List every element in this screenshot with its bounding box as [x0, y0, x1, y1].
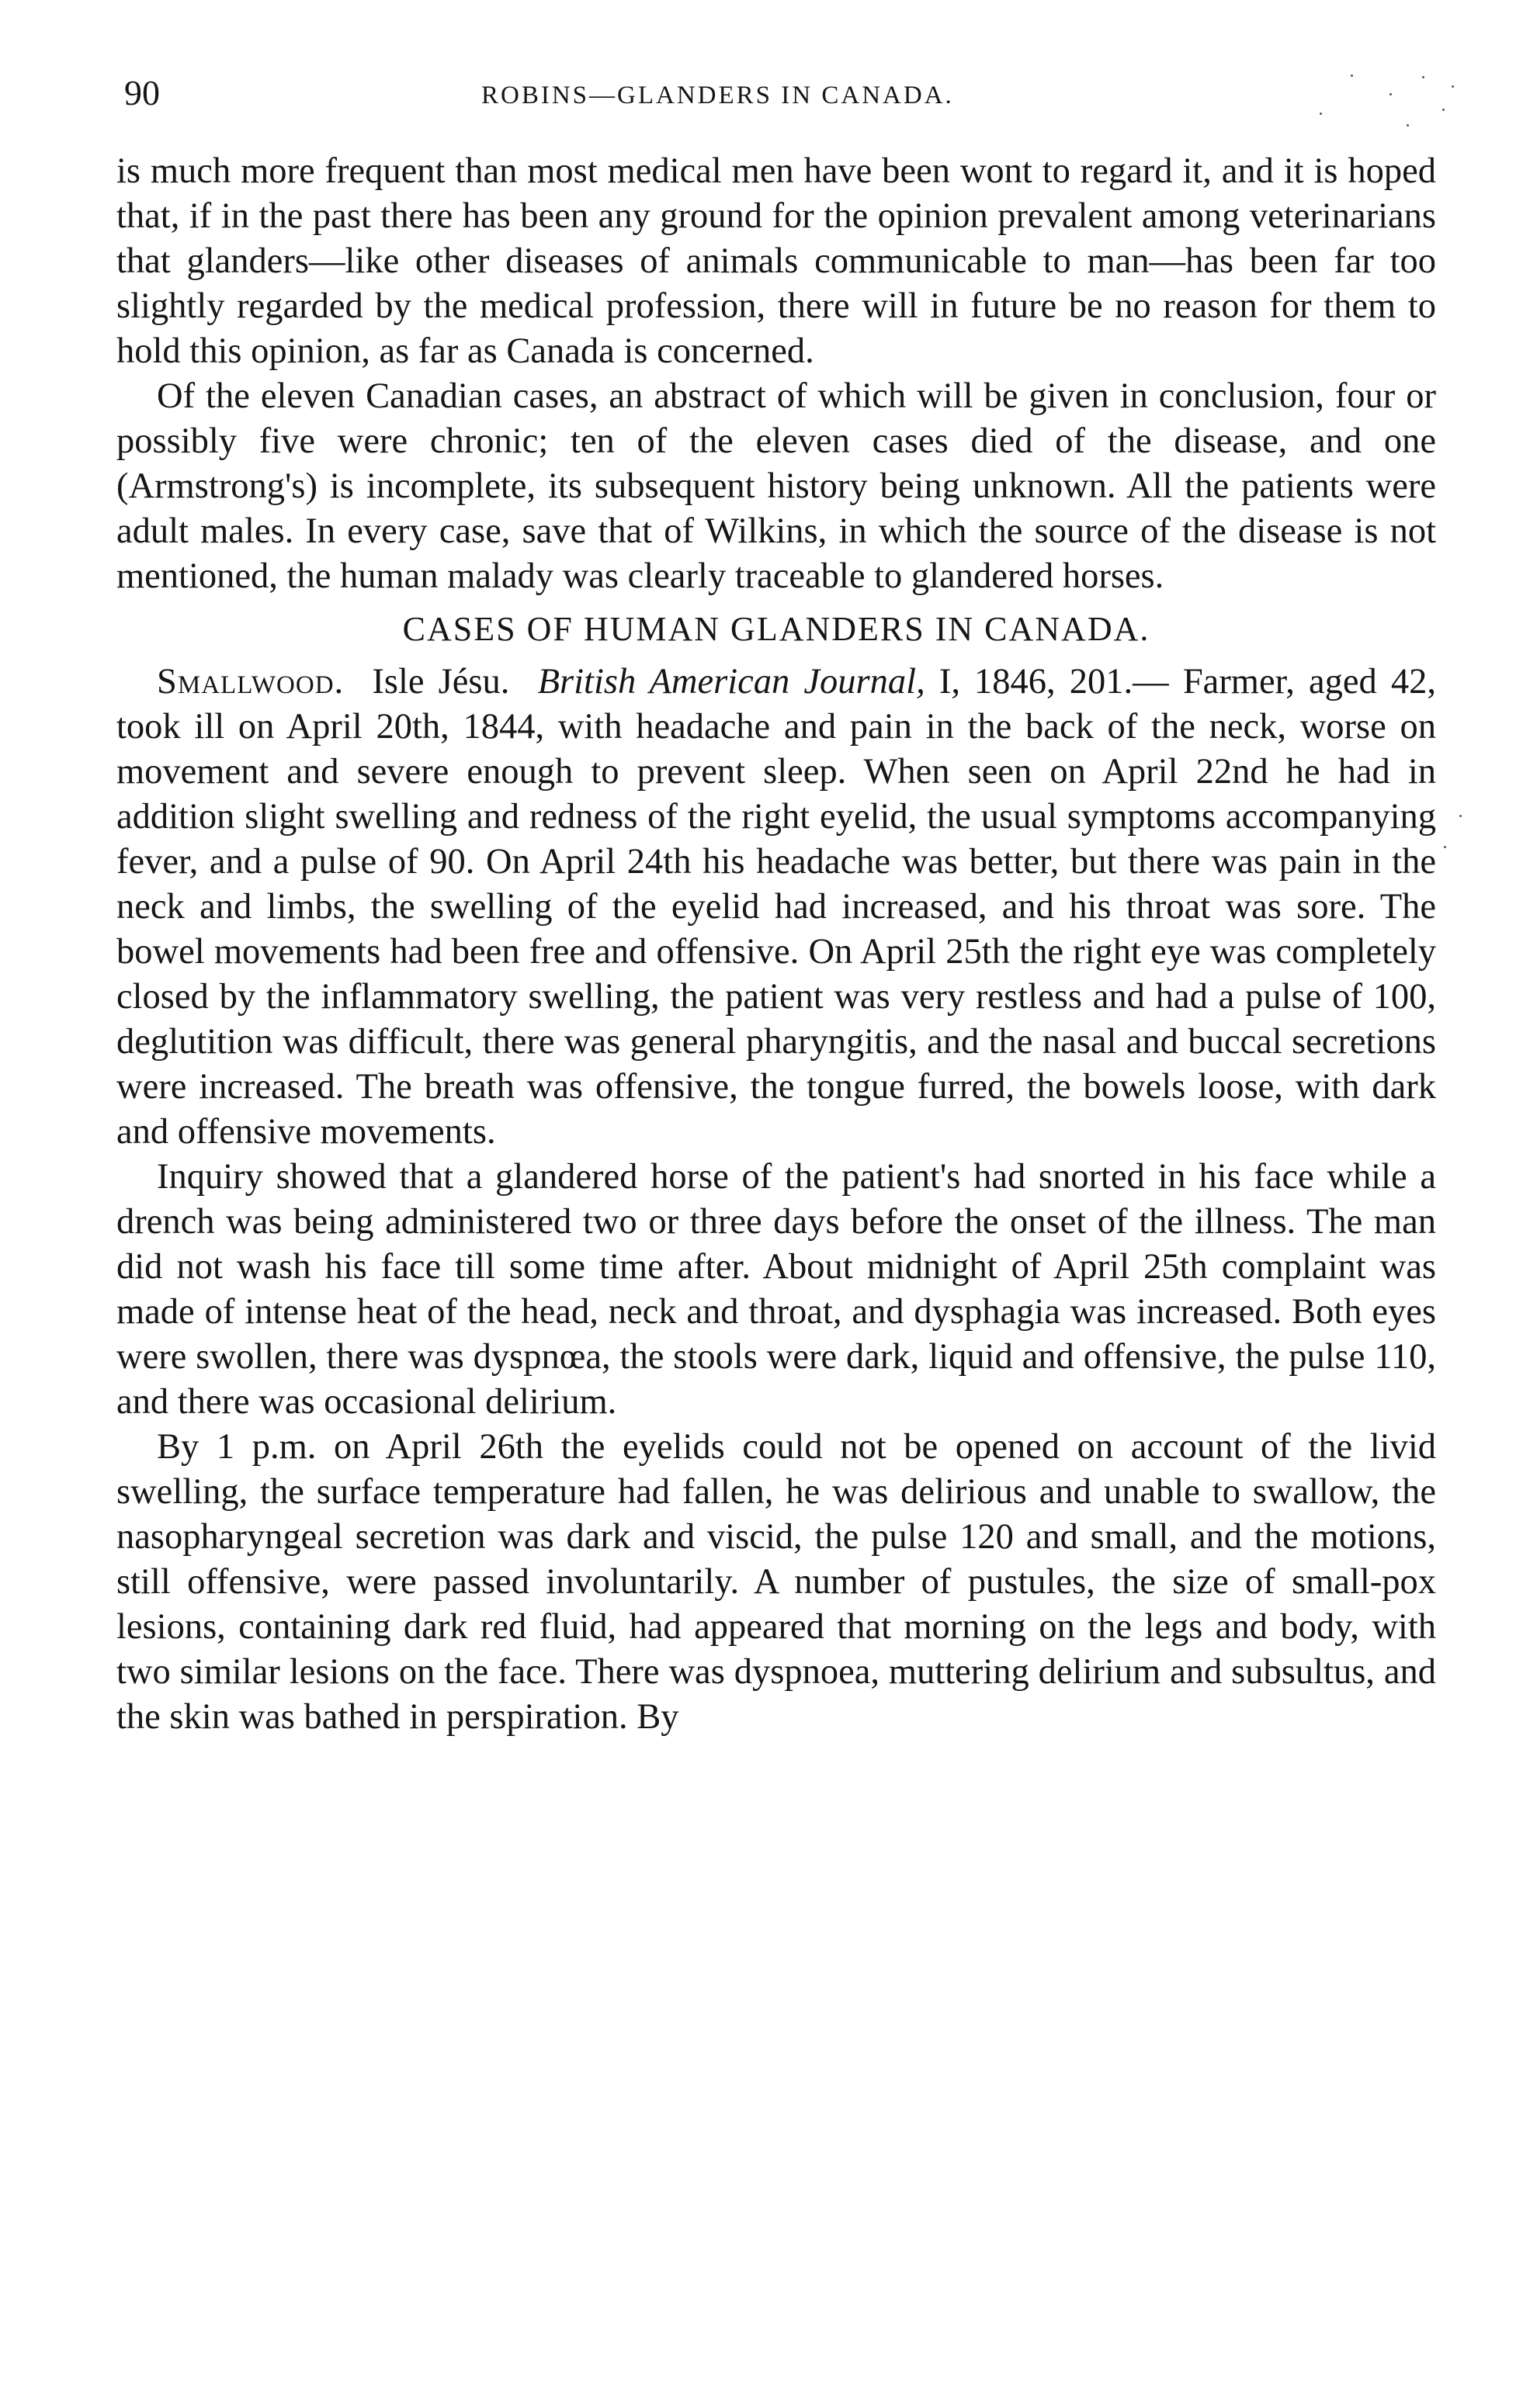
paragraph-april-26: By 1 p.m. on April 26th the eyelids could not be opened on account of the livid swelling, the surface temperature had fallen, he was delirious and unable to swallow, the nasopharyngeal secretion was dark and viscid, the pulse 120 and small, and the motions, still offensive, were passed involuntarily. A number of pustules, the size of small-pox lesions, containing dark red fluid, had appeared that morning on the legs and body, with two similar lesions on the face. There was dyspnoea, muttering delirium and subsultus, and the skin was bathed in perspiration. By — [116, 1427, 1436, 1737]
case-text: Farmer, aged 42, took ill on April 20th, 1844, with headache and pain in the back of the neck, worse on movement and severe enough to prevent sleep. When seen on April 22nd he had in addition slight swelling and redness of the right eyelid, the usual symptoms accompanying fever, and a pulse of 90. On April 24th his headache was better, but there was pain in the neck and limbs, the swelling of the eyelid had increased, and his throat was sore. The bowel movements had been free and offensive. On April 25th the right eye was completely closed by the inflammatory swelling, the patient was very restless and had a pulse of 100, deglutition was difficult, there was general pharyngitis, and the nasal and buccal secretions were increased. The breath was offensive, the tongue furred, the bowels loose, with dark and offensive movements. — [116, 662, 1436, 1152]
case-name: Smallwood. — [157, 662, 345, 702]
case-entry-smallwood — [116, 660, 1436, 1155]
case-citation: I, 1846, 201.— — [938, 662, 1169, 702]
section-heading: CASES OF HUMAN GLANDERS IN CANADA. — [402, 610, 1150, 648]
paragraph-continuation: is much more frequent than most medical men have been wont to regard it, and it is hoped that, if in the past there has been any ground for the opinion prevalent among veterinarians that glanders—like other diseases of animals communicable to man—has been far too slightly regarded by the medical profession, there will in future be no reason for them to hold this opinion, as far as Canada is concerned. — [116, 151, 1436, 371]
case-source-journal: British American Journal, — [537, 662, 925, 702]
case-place: Isle Jésu. — [372, 662, 510, 702]
page-body — [116, 70, 1436, 1740]
running-head — [116, 70, 1436, 116]
paragraph-inquiry: Inquiry showed that a glandered horse of the patient's had snorted in his face while a drench was being administered two or three days before the onset of the illness. The man did not wash his face till some time after. About midnight of April 25th complaint was made of intense heat of the head, neck and throat, and dysphagia was increased. Both eyes were swollen, there was dyspnœa, the stools were dark, liquid and offensive, the pulse 110, and there was occasional delirium. — [116, 1157, 1436, 1422]
page-number: 90 — [124, 73, 160, 113]
paragraph-eleven-cases: Of the eleven Canadian cases, an abstract of which will be given in conclusion, four or possibly five were chronic; ten of the eleven cases died of the disease, and one (Armstrong's) is incomplete, its subsequent history being unknown. All the patients were adult males. In every case, save that of Wilkins, in which the source of the disease is not mentioned, the human malady was clearly traceable to glandered horses. — [116, 376, 1436, 596]
running-title: ROBINS—GLANDERS IN CANADA. — [481, 81, 954, 109]
